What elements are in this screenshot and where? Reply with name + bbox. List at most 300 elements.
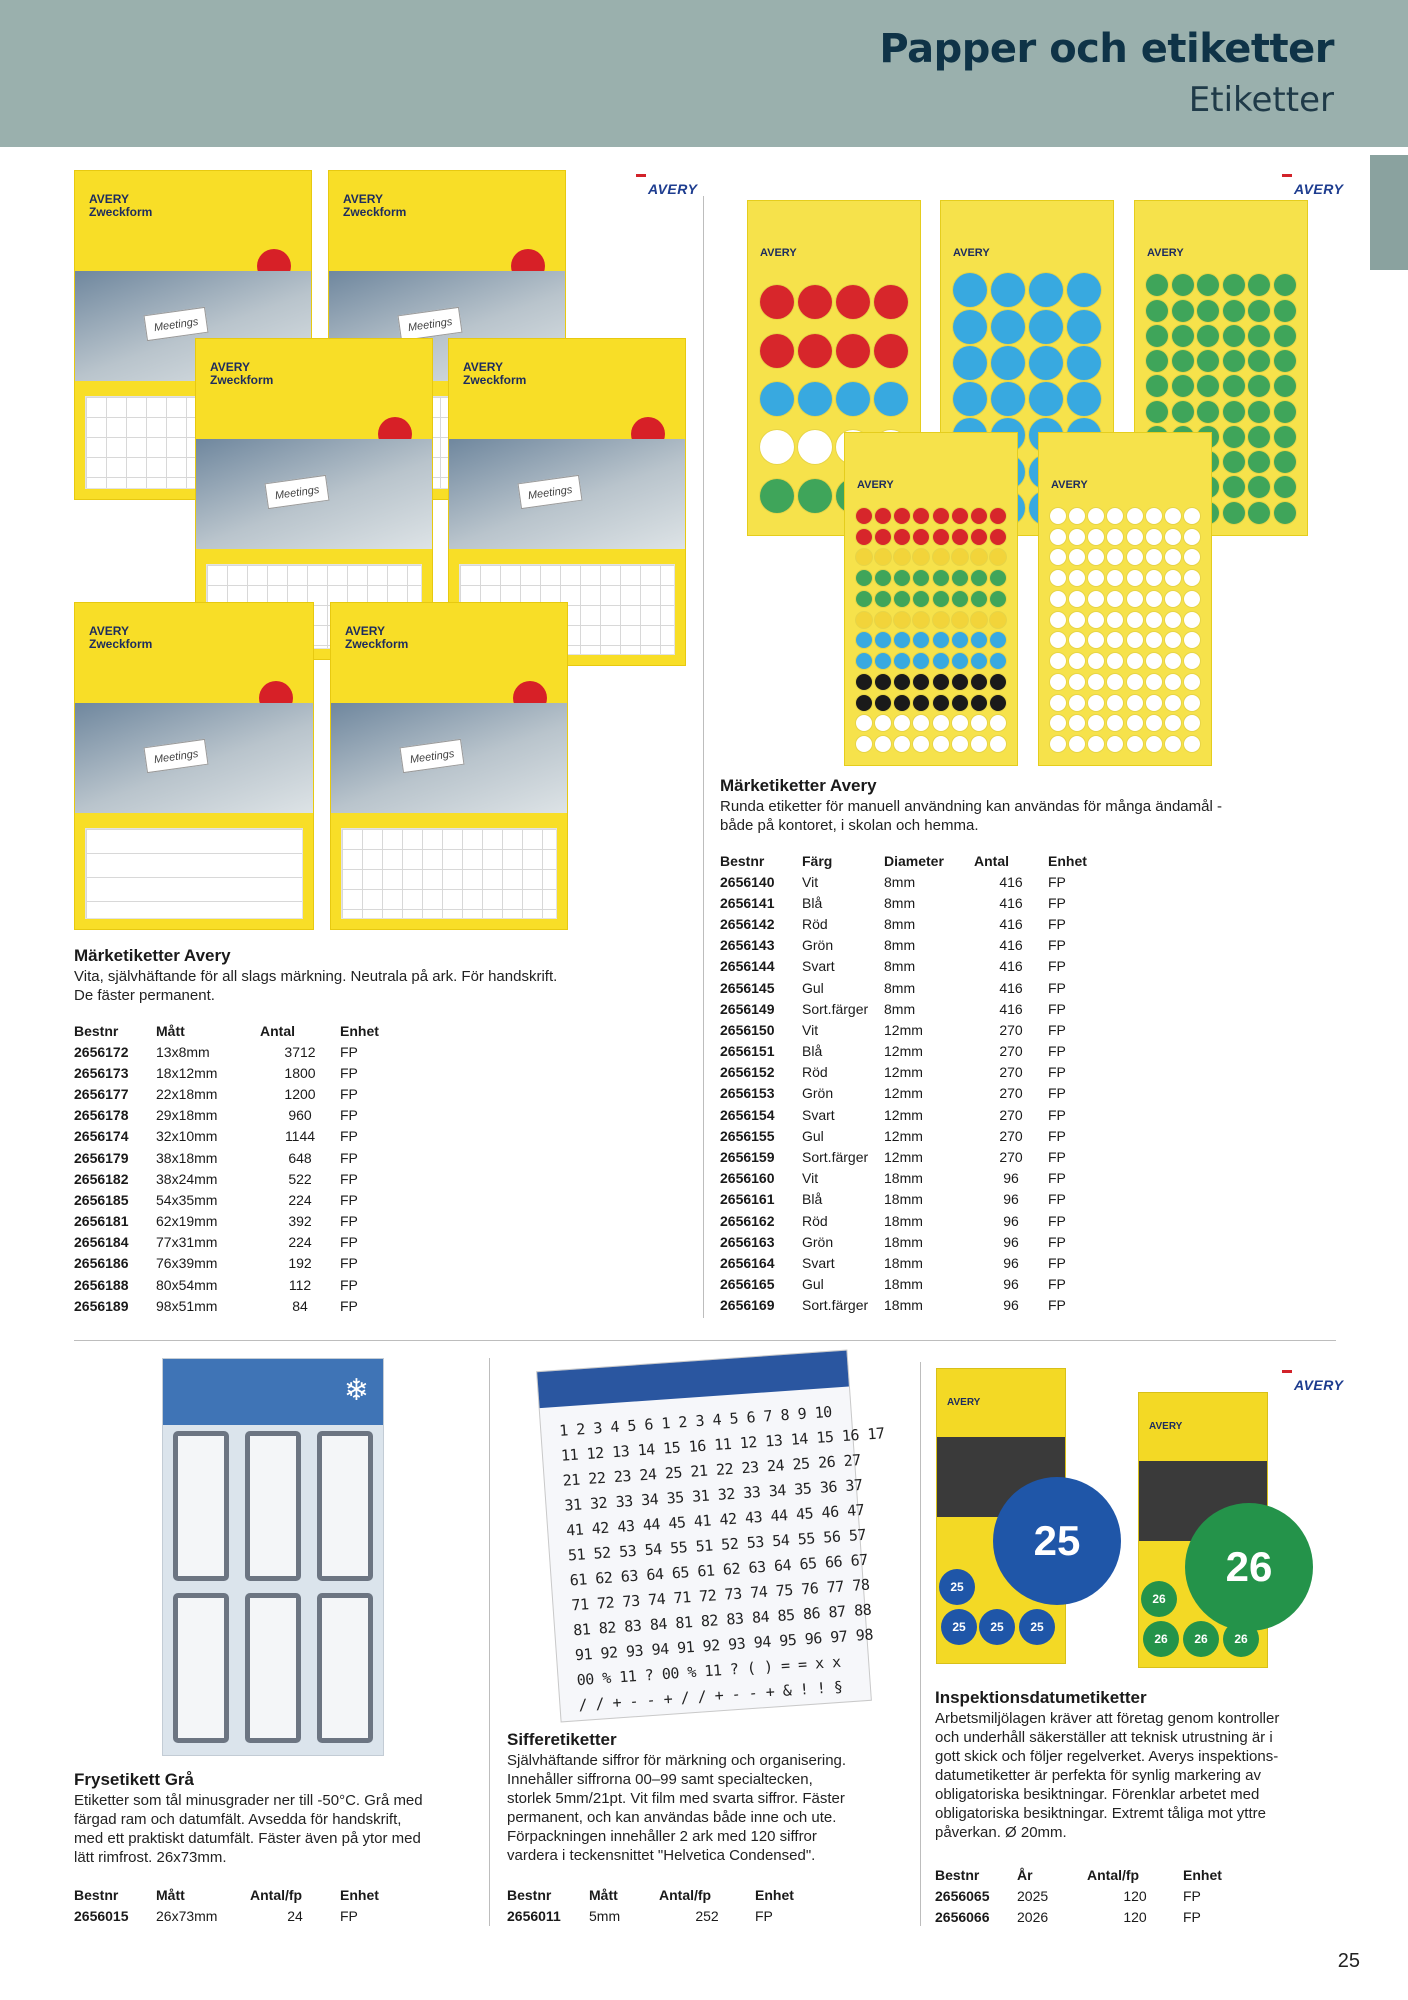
dot-label	[952, 632, 968, 648]
dot-label	[1184, 591, 1200, 607]
dot-label	[971, 674, 987, 690]
brand-mark: AVERY Zweckform	[210, 360, 274, 387]
brand-mark: AVERY Zweckform	[89, 624, 153, 651]
dot-label	[952, 549, 968, 565]
dot-label	[1197, 375, 1219, 397]
dot-label	[933, 549, 949, 565]
table-row	[74, 1147, 400, 1168]
table-cell: 2656145	[720, 979, 775, 996]
table-cell: 2656149	[720, 1000, 775, 1017]
product-description	[935, 1688, 1345, 1842]
dot-label	[1165, 632, 1181, 648]
table-row	[74, 1168, 400, 1189]
table-cell: Blå	[802, 1043, 823, 1060]
table-cell: FP	[1048, 979, 1066, 996]
dot-label	[1146, 715, 1162, 731]
table-cell: 96	[1003, 1276, 1019, 1293]
table-cell: 2656173	[74, 1064, 129, 1081]
dot-label	[1069, 508, 1085, 524]
dot-label	[1146, 612, 1162, 628]
table-cell: 2656186	[74, 1255, 129, 1272]
table-cell: FP	[1048, 873, 1066, 890]
dot-label	[1107, 591, 1123, 607]
dot-label	[1029, 382, 1063, 416]
dot-label	[1127, 612, 1143, 628]
table-cell: FP	[1048, 1127, 1066, 1144]
dot-label	[1248, 350, 1270, 372]
table-cell: 224	[288, 1191, 312, 1208]
product-description	[720, 776, 1340, 835]
dot-label	[1127, 653, 1143, 669]
product-text: permanent, och kan användas både inne och ute.	[507, 1809, 837, 1826]
dot-pack: AVERY	[844, 432, 1018, 766]
dot-label	[1197, 274, 1219, 296]
product-text: datumetiketter är perfekta för synlig markering av	[935, 1767, 1261, 1784]
dot-label	[1050, 736, 1066, 752]
dot-label	[836, 334, 870, 368]
table-cell: FP	[1183, 1887, 1201, 1904]
table-cell: 96	[1003, 1233, 1019, 1250]
dot-label	[991, 382, 1025, 416]
table-cell: 18mm	[884, 1276, 923, 1293]
dot-label	[1050, 715, 1066, 731]
dot-label	[875, 549, 891, 565]
inspection-disc-small: 25	[941, 1609, 977, 1645]
dot-label	[913, 549, 929, 565]
avery-logo: AVERY	[636, 174, 697, 197]
table-row	[720, 977, 1108, 998]
table-cell: FP	[1048, 1170, 1066, 1187]
dot-label	[874, 285, 908, 319]
table-cell: 2656184	[74, 1234, 129, 1251]
inspection-disc-small: 25	[1019, 1609, 1055, 1645]
table-cell: 2656015	[74, 1907, 129, 1924]
dot-label	[1165, 715, 1181, 731]
dot-label	[1165, 674, 1181, 690]
dot-label	[1050, 529, 1066, 545]
table-cell: FP	[340, 1276, 358, 1293]
dot-label	[1050, 549, 1066, 565]
page-subtitle: Etiketter	[1188, 80, 1334, 120]
table-cell: 96	[1003, 1170, 1019, 1187]
table-cell: 26x73mm	[156, 1907, 218, 1924]
brand-mark: AVERY Zweckform	[89, 192, 153, 219]
dot-label	[1069, 570, 1085, 586]
table-cell: 76x39mm	[156, 1255, 218, 1272]
column-header: Bestnr	[507, 1887, 552, 1903]
table-cell: 112	[288, 1276, 312, 1293]
product-text: Innehåller siffrorna 00–99 samt specialtecken,	[507, 1771, 813, 1788]
inspection-disc: 26	[1185, 1503, 1313, 1631]
dot-label	[1088, 736, 1104, 752]
table-cell: 2656066	[935, 1908, 990, 1925]
dot-label	[760, 479, 794, 513]
dot-label	[1248, 451, 1270, 473]
dot-label	[1223, 426, 1245, 448]
dot-label	[1223, 375, 1245, 397]
dot-label	[1069, 549, 1085, 565]
dot-label	[1107, 570, 1123, 586]
dot-label	[894, 674, 910, 690]
table-cell: 1800	[284, 1064, 316, 1081]
product-text: De fäster permanent.	[74, 987, 215, 1004]
table-cell: 12mm	[884, 1064, 923, 1081]
table-cell: 18mm	[884, 1297, 923, 1314]
product-table	[935, 1864, 1243, 1927]
dot-label	[856, 570, 872, 586]
table-cell: FP	[1048, 937, 1066, 954]
dot-label	[798, 382, 832, 416]
dot-label	[971, 508, 987, 524]
dot-label	[1223, 476, 1245, 498]
table-cell: 18mm	[884, 1212, 923, 1229]
inspection-disc-small: 26	[1223, 1621, 1259, 1657]
product-text: Förpackningen innehåller 2 ark med 120 siffror	[507, 1828, 817, 1845]
dot-label	[856, 736, 872, 752]
table-cell: Röd	[802, 915, 828, 932]
table-cell: 2656144	[720, 958, 775, 975]
table-cell: 270	[999, 1064, 1023, 1081]
table-row	[74, 1274, 400, 1295]
dot-label	[1165, 736, 1181, 752]
table-cell: 12mm	[884, 1106, 923, 1123]
pack-photo: Meetings	[449, 439, 685, 549]
column-header: Bestnr	[720, 853, 765, 869]
section-tab[interactable]	[1370, 155, 1408, 270]
product-table	[507, 1884, 815, 1926]
table-cell: FP	[340, 1191, 358, 1208]
dot-label	[1274, 300, 1296, 322]
table-cell: 2656179	[74, 1149, 129, 1166]
dot-label	[1127, 695, 1143, 711]
table-cell: 2656165	[720, 1276, 775, 1293]
dot-label	[990, 591, 1006, 607]
table-cell: 2656160	[720, 1170, 775, 1187]
dot-label	[894, 529, 910, 545]
dot-label	[894, 508, 910, 524]
dot-label	[1184, 612, 1200, 628]
table-cell: FP	[1048, 1106, 1066, 1123]
dot-label	[1029, 273, 1063, 307]
table-cell: 8mm	[884, 1000, 916, 1017]
dot-label	[1069, 591, 1085, 607]
dot-label	[990, 736, 1006, 752]
dot-label	[1146, 350, 1168, 372]
table-cell: 2656159	[720, 1149, 775, 1166]
dot-label	[913, 612, 929, 628]
table-cell: Gul	[802, 979, 824, 996]
dot-label	[971, 632, 987, 648]
dot-label	[1197, 401, 1219, 423]
column-header: Enhet	[340, 1887, 379, 1903]
dot-label	[1029, 310, 1063, 344]
freezer-label	[173, 1593, 229, 1743]
dot-label	[990, 632, 1006, 648]
dot-label	[1184, 529, 1200, 545]
table-row	[720, 1125, 1108, 1146]
table-cell: 120	[1123, 1908, 1147, 1925]
dot-label	[1197, 300, 1219, 322]
table-row	[720, 1295, 1108, 1316]
table-row	[720, 913, 1108, 934]
table-cell: FP	[1048, 1064, 1066, 1081]
dot-label	[874, 334, 908, 368]
table-row	[720, 1168, 1108, 1189]
column-divider	[920, 1362, 921, 1926]
dot-label	[1165, 549, 1181, 565]
inspection-disc: 25	[993, 1477, 1121, 1605]
dot-label	[875, 695, 891, 711]
dot-label	[1184, 695, 1200, 711]
dot-label	[933, 529, 949, 545]
dot-label	[1172, 300, 1194, 322]
column-header: Mått	[156, 1887, 185, 1903]
dot-label	[1088, 612, 1104, 628]
dot-label	[1146, 591, 1162, 607]
dot-label	[1274, 401, 1296, 423]
dot-label	[1127, 529, 1143, 545]
dot-label	[1146, 401, 1168, 423]
dot-label	[933, 612, 949, 628]
dot-label	[1184, 549, 1200, 565]
product-text: storlek 5mm/21pt. Vit film med svarta siffror. Fäster	[507, 1790, 845, 1807]
table-row	[74, 1062, 400, 1083]
dot-label	[953, 273, 987, 307]
dot-label	[913, 632, 929, 648]
dot-label	[1088, 570, 1104, 586]
dot-label	[1107, 508, 1123, 524]
table-row	[935, 1885, 1243, 1906]
table-row	[720, 1252, 1108, 1273]
dot-label	[1107, 736, 1123, 752]
table-cell: 2026	[1017, 1908, 1049, 1925]
product-image-inspection-2026: AVERY 26 26 26 26 26	[1138, 1392, 1268, 1668]
table-cell: 80x54mm	[156, 1276, 218, 1293]
table-cell: 416	[999, 894, 1023, 911]
table-cell: 2656143	[720, 937, 775, 954]
table-cell: 3712	[284, 1043, 316, 1060]
table-cell: Vit	[802, 1170, 819, 1187]
table-cell: 252	[695, 1907, 719, 1924]
dot-label	[798, 334, 832, 368]
product-text: obligatoriska besiktningar. Förenklar arbetet med	[935, 1786, 1260, 1803]
table-cell: 29x18mm	[156, 1107, 218, 1124]
table-cell: 392	[288, 1213, 312, 1230]
dot-label	[798, 430, 832, 464]
product-text: obligatoriska besiktningar. Extremt tåliga mot yttre	[935, 1805, 1266, 1822]
table-cell: 2656163	[720, 1233, 775, 1250]
dot-label	[1050, 612, 1066, 628]
product-text: Arbetsmiljölagen kräver att företag genom kontroller	[935, 1710, 1280, 1727]
dot-label	[952, 715, 968, 731]
dot-label	[991, 346, 1025, 380]
column-header: Bestnr	[74, 1023, 119, 1039]
dot-label	[760, 382, 794, 416]
product-text: påverkan. Ø 20mm.	[935, 1824, 1067, 1841]
dot-label	[1146, 695, 1162, 711]
table-cell: 8mm	[884, 894, 916, 911]
table-cell: 1200	[284, 1085, 316, 1102]
snowflake-icon: ❄	[343, 1374, 369, 1407]
product-description	[74, 946, 674, 1005]
dot-label	[1248, 375, 1270, 397]
inspection-disc-small: 25	[939, 1569, 975, 1605]
table-cell: Grön	[802, 1233, 834, 1250]
dot-label	[1127, 508, 1143, 524]
dot-label	[1248, 426, 1270, 448]
table-cell: 2656152	[720, 1064, 775, 1081]
dot-label	[856, 674, 872, 690]
dot-label	[913, 570, 929, 586]
dot-label	[894, 695, 910, 711]
table-cell: Svart	[802, 958, 835, 975]
product-table	[74, 1020, 400, 1316]
dot-label	[1127, 674, 1143, 690]
dot-label	[1184, 674, 1200, 690]
table-cell: Blå	[802, 894, 823, 911]
table-cell: 2656154	[720, 1106, 775, 1123]
dot-label	[913, 736, 929, 752]
table-cell: 2656182	[74, 1170, 129, 1187]
table-row	[74, 1211, 400, 1232]
dot-label	[798, 285, 832, 319]
dot-label	[1184, 653, 1200, 669]
product-title: Frysetikett Grå	[74, 1770, 194, 1789]
dot-pack: AVERY	[1134, 200, 1308, 536]
table-cell: 2656189	[74, 1297, 129, 1314]
dot-label	[874, 382, 908, 416]
table-cell: 96	[1003, 1212, 1019, 1229]
dot-label	[952, 570, 968, 586]
table-cell: 224	[288, 1234, 312, 1251]
table-cell: 2656065	[935, 1887, 990, 1904]
inspection-disc-small: 26	[1183, 1621, 1219, 1657]
dot-label	[856, 529, 872, 545]
product-text: Etiketter som tål minusgrader ner till -50°C. Grå med	[74, 1792, 423, 1809]
table-cell: FP	[340, 1297, 358, 1314]
table-cell: 18x12mm	[156, 1064, 218, 1081]
dot-label	[875, 591, 891, 607]
table-row	[720, 871, 1108, 892]
table-row	[720, 956, 1108, 977]
freezer-label	[317, 1431, 373, 1581]
dot-label	[1165, 653, 1181, 669]
pack-photo: Meetings	[331, 703, 567, 813]
table-cell: Vit	[802, 873, 819, 890]
column-header: Diameter	[884, 853, 944, 869]
table-cell: 270	[999, 1149, 1023, 1166]
table-row	[720, 1210, 1108, 1231]
dot-label	[913, 715, 929, 731]
dot-label	[1069, 632, 1085, 648]
column-divider	[489, 1358, 490, 1926]
table-cell: FP	[1048, 1233, 1066, 1250]
table-cell: FP	[1048, 915, 1066, 932]
table-cell: 22x18mm	[156, 1085, 218, 1102]
dot-label	[1069, 695, 1085, 711]
dot-label	[1274, 502, 1296, 524]
table-cell: FP	[340, 1085, 358, 1102]
table-cell: 2656142	[720, 915, 775, 932]
dot-label	[1165, 612, 1181, 628]
table-cell: 2656155	[720, 1127, 775, 1144]
table-row	[720, 1274, 1108, 1295]
table-cell: Röd	[802, 1064, 828, 1081]
dot-label	[856, 591, 872, 607]
table-cell: 18mm	[884, 1191, 923, 1208]
freezer-label	[173, 1431, 229, 1581]
table-cell: FP	[340, 1107, 358, 1124]
digit-sheet: 1 2 3 4 5 6 1 2 3 4 5 6 7 8 9 10 11 12 13 14 15 16 11 12 13 14 15 16 17 21 22 23 24 25 21 22 23 24 25 26 27 31 32 33 34 35 31 32 33 34 35 36 37 41 42 43 44 45 41 42 43 44 45 46 47 51 52 53 54 55 51 52 53 54 55 56 57 61 62 63 64 65 61 62 63 64 65 66 67 71 72 73 74 71 72 73 74 75 76 77 78 81 82 83 84 81 82 83 84 85 86 87 88 91 92 93 94 91 92 93 94 95 96 97 98 00 % 11 ? 00 % 11 ? ( ) = = x x / / + - - + / / + - - + & ! ! §	[558, 1402, 886, 1715]
dot-label	[798, 479, 832, 513]
column-header: Antal/fp	[250, 1887, 303, 1903]
table-cell: FP	[340, 1255, 358, 1272]
inspection-disc-small: 26	[1141, 1581, 1177, 1617]
dot-label	[1088, 695, 1104, 711]
pack-header	[537, 1351, 849, 1409]
table-cell: 416	[999, 979, 1023, 996]
table-cell: 77x31mm	[156, 1234, 218, 1251]
dot-label	[933, 570, 949, 586]
dot-label	[1248, 401, 1270, 423]
dot-label	[875, 674, 891, 690]
dot-label	[856, 715, 872, 731]
dot-label	[1184, 632, 1200, 648]
table-cell: Sort.färger	[802, 1297, 869, 1314]
dot-label	[1146, 300, 1168, 322]
table-cell: 270	[999, 1127, 1023, 1144]
table-cell: 24	[287, 1907, 303, 1924]
column-header: Mått	[589, 1887, 618, 1903]
table-row	[74, 1295, 400, 1316]
column-header: Enhet	[340, 1023, 379, 1039]
table-cell: 2025	[1017, 1887, 1049, 1904]
dot-label	[1274, 325, 1296, 347]
product-image-number-labels	[536, 1350, 886, 1723]
column-header: Enhet	[755, 1887, 794, 1903]
table-cell: 2656185	[74, 1191, 129, 1208]
dot-label	[933, 695, 949, 711]
avery-logo: AVERY	[1282, 174, 1343, 197]
dot-label	[990, 695, 1006, 711]
page-number: 25	[1337, 1950, 1360, 1972]
table-cell: 8mm	[884, 915, 916, 932]
table-row	[74, 1105, 400, 1126]
dot-label	[1184, 570, 1200, 586]
table-cell: FP	[340, 1128, 358, 1145]
product-text: gott skick och följer regelverket. Averys inspektions-	[935, 1748, 1279, 1765]
table-cell: FP	[340, 1907, 358, 1924]
product-text: vardera i teckensnittet "Helvetica Condensed".	[507, 1847, 816, 1864]
table-row	[720, 935, 1108, 956]
dot-label	[1184, 715, 1200, 731]
product-text: Runda etiketter för manuell användning kan användas för många ändamål -	[720, 798, 1222, 815]
dot-label	[1146, 325, 1168, 347]
dot-label	[990, 715, 1006, 731]
dot-label	[990, 653, 1006, 669]
dot-label	[1146, 736, 1162, 752]
table-cell: 192	[288, 1255, 312, 1272]
dot-label	[991, 273, 1025, 307]
table-cell: 96	[1003, 1191, 1019, 1208]
dot-label	[1146, 274, 1168, 296]
table-cell: 38x18mm	[156, 1149, 218, 1166]
avery-logo: AVERY	[1282, 1370, 1343, 1393]
dot-label	[1197, 350, 1219, 372]
inspection-disc-small: 26	[1143, 1621, 1179, 1657]
dot-label	[1146, 570, 1162, 586]
table-cell: Sort.färger	[802, 1000, 869, 1017]
